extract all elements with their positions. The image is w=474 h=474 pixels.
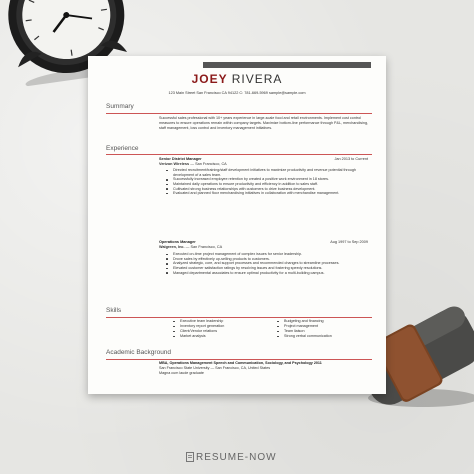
list-item: Team liaison <box>281 329 332 334</box>
list-item: Market analysis <box>177 334 224 339</box>
document-icon <box>186 452 194 462</box>
resume-page <box>88 56 386 394</box>
job-2-company <box>159 245 222 249</box>
job-1-title: Senior District Manager <box>159 157 202 161</box>
list-item: Successfully increased employee retention by created a positive work environment in 18 stores. <box>170 177 366 182</box>
skills-right-list <box>281 319 332 339</box>
school-name: San Francisco State University <box>159 366 210 370</box>
first-name: JOEY <box>191 72 228 86</box>
job-1-dates: Jan 2013 to Current <box>334 157 368 161</box>
list-item: Executed on-time project management of complex issues for senior leadership. <box>170 252 366 257</box>
job-2-bullets <box>170 252 366 275</box>
list-item: Project management <box>281 324 332 329</box>
list-item: Cultivated strong business relationships with customers to drive business development. <box>170 187 366 192</box>
job-1-location: — San Francisco, CA <box>189 162 227 166</box>
watermark-logo: RESUME-NOW <box>196 452 277 463</box>
skills-heading: Skills <box>106 307 122 314</box>
summary-rule <box>106 113 372 114</box>
summary-heading: Summary <box>106 103 134 110</box>
skills-rule <box>106 317 372 318</box>
job-1-employer: Verizon Wireless <box>159 162 190 166</box>
candidate-name <box>88 72 386 86</box>
job-1-company <box>159 162 227 166</box>
job-2-location: — San Francisco, CA <box>184 245 223 249</box>
skills-left-list <box>177 319 224 339</box>
education-heading: Academic Background <box>106 349 172 356</box>
education-degree: MBA, Operations Management Speech and Communication, Sociology, and Psychology 2011 <box>159 361 322 365</box>
list-item: Managed departmental associates to ensure optimal productivity for a multi-building campus. <box>170 271 366 276</box>
list-item: Inventory report generation <box>177 324 224 329</box>
list-item: Analyzed strategic, core, and support processes and recommended changes to streamline processes. <box>170 261 366 266</box>
summary-text: Successful sales professional with 10+ years experience in large-scale food and retail environments. Implement cost control measures to ensure operations remain within company targets. Maximize bottom-line performance through P&L, merchandising, staff management, loss control and inventory management initiatives. <box>159 116 369 130</box>
job-2-dates: Aug 1997 to Sep 2009 <box>330 240 368 244</box>
list-item: Strong verbal communication <box>281 334 332 339</box>
job-1-bullets <box>170 168 366 196</box>
experience-heading: Experience <box>106 145 139 152</box>
last-name: RIVERA <box>231 72 283 86</box>
list-item: Maintained daily operations to ensure productivity and efficiency in addition to sales staff. <box>170 182 366 187</box>
experience-rule <box>106 154 372 155</box>
education-rule <box>106 359 372 360</box>
job-2-employer: Walgreen, Inc. <box>159 245 185 249</box>
list-item: Client/Vendor relations <box>177 329 224 334</box>
job-2-title: Operations Manager <box>159 240 196 244</box>
contact-line: 123 Main Street San Francisco CA 94122 C: 781-669-5969 sample@sample.com <box>168 91 306 95</box>
list-item: Elevated customer satisfaction ratings by resolving issues and fostering speedy resolutions. <box>170 266 366 271</box>
list-item: Executive team leadership <box>177 319 224 324</box>
list-item: Evaluated and planned floor merchandising initiatives in collaboration with merchandise management. <box>170 191 366 196</box>
education-honors: Magna cum laude graduate <box>159 371 204 375</box>
header-bar-dark-segment <box>203 62 371 68</box>
list-item: Budgeting and financing <box>281 319 332 324</box>
school-location: — San Francisco, CA, United States <box>209 366 271 370</box>
header-bar <box>88 62 386 68</box>
list-item: Drove sales by effectively up-selling products to customers. <box>170 257 366 262</box>
list-item: Directed recruitment/training/staff development initiatives to maximize productivity and revenue potential through development of a sales team. <box>170 168 366 177</box>
